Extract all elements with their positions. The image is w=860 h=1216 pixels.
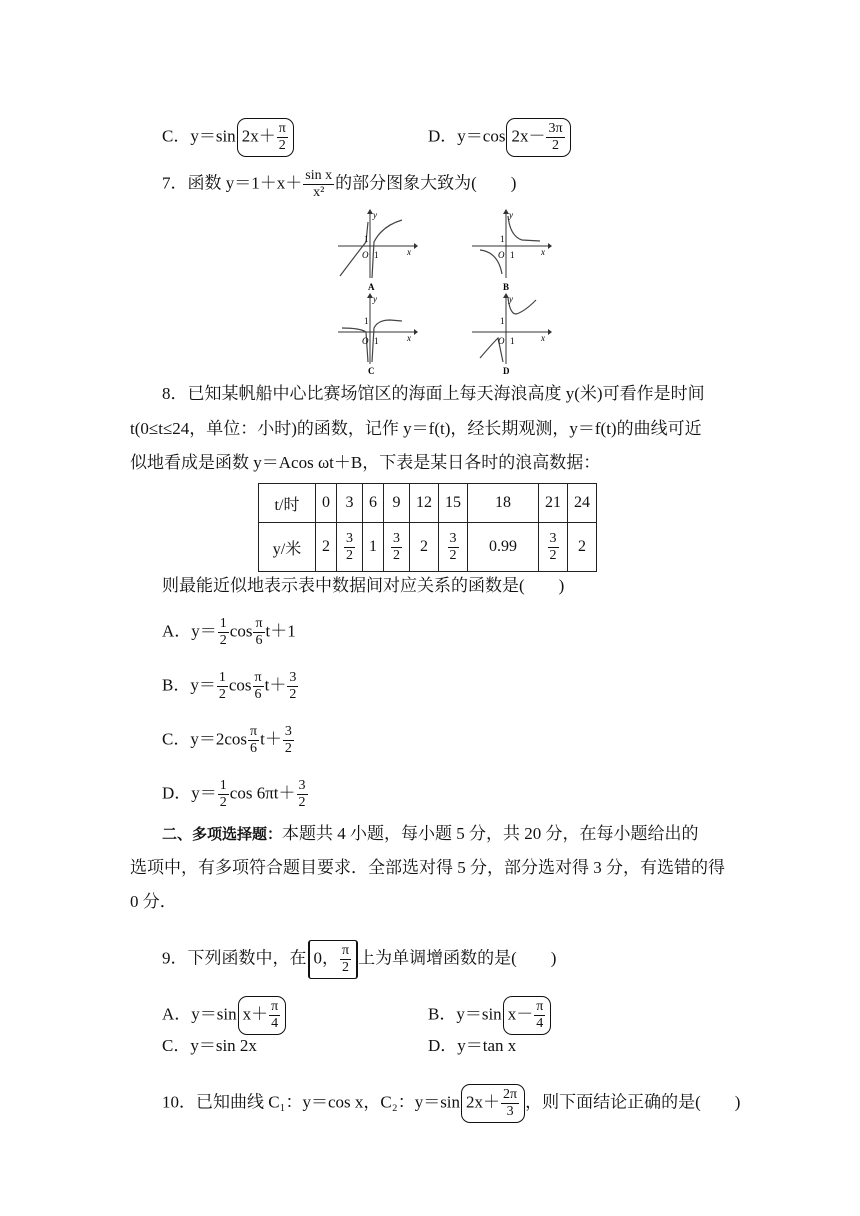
- origin-label: O: [362, 250, 369, 260]
- table-cell: 6: [363, 484, 384, 523]
- table-cell: [439, 523, 468, 572]
- arg-text: x＋: [242, 1004, 269, 1024]
- q8-option-a: [162, 616, 296, 649]
- denominator: 2: [219, 633, 227, 648]
- fraction: [548, 531, 559, 564]
- stem-expression: y＝1＋x＋: [225, 173, 303, 193]
- option-expression: y＝sin: [191, 1004, 237, 1024]
- option-label: C．: [162, 1036, 191, 1055]
- table-cell: 9: [384, 484, 410, 523]
- origin-label: O: [498, 336, 505, 346]
- fraction: [297, 778, 308, 811]
- numerator: π: [342, 943, 350, 958]
- table-cell: 24: [568, 484, 597, 523]
- q8-line-2: t(0≤t≤24，单位：小时)的函数，记作 y＝f(t)，经长期观测，y＝f(t)的曲线可近: [130, 419, 702, 438]
- graph-letter: C: [368, 366, 375, 376]
- fraction: [218, 778, 229, 811]
- q8-option-d: [162, 778, 309, 811]
- axis-y-label: y: [373, 294, 377, 304]
- option-expression: t＋: [264, 675, 287, 695]
- fraction: [287, 670, 298, 703]
- option-expression: y＝sin: [456, 1004, 502, 1024]
- wave-height-table: [258, 483, 597, 572]
- q6-option-c: [162, 118, 294, 157]
- table-cell: 2: [568, 523, 597, 572]
- denominator: 2: [342, 960, 350, 975]
- q7-stem: [162, 168, 516, 201]
- fraction: [340, 943, 351, 976]
- denominator: 2: [393, 547, 400, 563]
- option-label: B．: [162, 675, 191, 695]
- option-label: D．: [162, 783, 192, 803]
- fraction: [269, 999, 280, 1032]
- option-expression: y＝: [190, 675, 216, 695]
- table-cell: 0.99: [468, 523, 539, 572]
- table-cell: 3: [337, 484, 363, 523]
- numerator: 3: [549, 530, 557, 546]
- option-expression: t＋1: [265, 621, 296, 641]
- stem-text: 的部分图象大致为( ): [335, 173, 517, 193]
- arg-text: 2x＋: [241, 126, 276, 146]
- fraction: [217, 670, 228, 703]
- arg-text: x－: [507, 1004, 534, 1024]
- denominator: x²: [313, 185, 325, 200]
- section-2-line-3: 0 分．: [130, 892, 177, 911]
- interval-start: 0，: [313, 948, 339, 968]
- numerator: 3π: [548, 121, 563, 136]
- tick-label: 1: [374, 250, 379, 260]
- denominator: 6: [254, 687, 262, 702]
- section-title: 二、多项选择题：: [162, 825, 283, 843]
- paren-group: [237, 118, 294, 157]
- q9-stem: [162, 940, 556, 979]
- numerator: 3: [393, 530, 400, 546]
- numerator: 3: [284, 724, 292, 739]
- denominator: 2: [219, 795, 227, 810]
- table-cell: 0: [316, 484, 337, 523]
- denominator: 2: [551, 138, 559, 153]
- option-expression: y＝2cos: [190, 729, 248, 749]
- tick-label: 1: [510, 250, 515, 260]
- option-expression: y＝: [191, 621, 217, 641]
- axis-x-label: x: [541, 333, 545, 343]
- tick-label: 1: [364, 316, 369, 326]
- tick-label: 1: [364, 234, 369, 244]
- q9-option-b: [428, 996, 551, 1035]
- q8-line-1: 8．已知某帆船中心比赛场馆区的海面上每天海浪高度 y(米)可看作是时间: [162, 384, 705, 403]
- numerator: π: [278, 121, 286, 136]
- denominator: 2: [298, 795, 306, 810]
- numerator: 3: [346, 530, 353, 546]
- option-expression: y＝: [191, 783, 217, 803]
- denominator: 4: [536, 1016, 544, 1031]
- axis-x-label: x: [541, 247, 545, 257]
- denominator: 2: [549, 547, 557, 563]
- stem-text: ，则下面结论正确的是( ): [525, 1092, 741, 1112]
- paren-group: [503, 996, 552, 1035]
- numerator: π: [536, 999, 544, 1014]
- table-cell: 2: [316, 523, 337, 572]
- option-label: D．: [428, 126, 458, 146]
- q8-line-3: 似地看成是函数 y＝Acos ωt＋B，下表是某日各时的浪高数据：: [130, 453, 601, 472]
- denominator: 2: [449, 547, 457, 563]
- option-expression: t＋: [260, 729, 282, 749]
- tick-label: 1: [510, 336, 515, 346]
- numerator: π: [271, 999, 279, 1014]
- option-label: B．: [428, 1004, 457, 1024]
- q9-option-a: [162, 996, 286, 1035]
- numerator: 1: [219, 778, 227, 793]
- numerator: 3: [289, 670, 297, 685]
- option-expression: cos: [229, 621, 253, 641]
- q10-stem: [162, 1084, 740, 1123]
- tick-label: 1: [500, 316, 505, 326]
- numerator: 3: [298, 778, 306, 793]
- option-expression: y＝tan x: [457, 1036, 517, 1055]
- graph-letter: B: [503, 282, 510, 292]
- denominator: 2: [278, 138, 286, 153]
- table-cell: 18: [468, 484, 539, 523]
- numerator: 3: [449, 530, 457, 546]
- graph-a: [336, 208, 418, 294]
- table-row: [259, 484, 597, 523]
- denominator: 2: [346, 547, 353, 563]
- table-cell: [337, 523, 363, 572]
- fraction: [253, 616, 264, 649]
- stem-text: 10．已知曲线 C₁：y＝cos x，C₂：y＝sin: [162, 1092, 461, 1112]
- fraction: [303, 168, 334, 201]
- axis-y-label: y: [509, 210, 513, 220]
- denominator: 2: [289, 687, 297, 702]
- denominator: 2: [218, 687, 226, 702]
- fraction: [283, 724, 294, 757]
- option-label: D．: [428, 1036, 458, 1055]
- q8-option-c: [162, 724, 295, 757]
- table-cell: 15: [439, 484, 468, 523]
- numerator: 2π: [503, 1087, 518, 1102]
- denominator: 6: [255, 633, 263, 648]
- option-label: A．: [162, 621, 192, 641]
- option-label: C．: [162, 729, 191, 749]
- arg-text: 2x－: [511, 126, 546, 146]
- stem-text: 上为单调增函数的是( ): [358, 948, 557, 968]
- paren-group: [506, 118, 570, 157]
- option-expression: cos: [228, 675, 252, 695]
- axis-x-label: x: [407, 247, 411, 257]
- fraction: [391, 531, 402, 564]
- fraction: [534, 999, 545, 1032]
- table-row: [259, 523, 597, 572]
- table-cell: [384, 523, 410, 572]
- denominator: 6: [250, 741, 258, 756]
- section-text: 本题共 4 小题，每小题 5 分，共 20 分，在每小题给出的: [282, 824, 699, 843]
- fraction: [248, 724, 259, 757]
- graph-d: [470, 292, 552, 378]
- option-expression: y＝sin 2x: [190, 1036, 257, 1055]
- fraction: [344, 531, 355, 564]
- axis-y-label: y: [509, 294, 513, 304]
- origin-label: O: [498, 250, 505, 260]
- axis-x-label: x: [407, 333, 411, 343]
- option-label: C．: [162, 126, 191, 146]
- q9-option-d: [428, 1036, 516, 1056]
- graph-letter: A: [368, 282, 375, 292]
- section-2-line-2: 选项中，有多项符合题目要求．全部选对得 5 分，部分选对得 3 分，有选错的得: [130, 858, 725, 877]
- fraction: [277, 121, 288, 154]
- table-cell: 12: [410, 484, 439, 523]
- graph-letter: D: [503, 366, 510, 376]
- graph-b: [470, 208, 552, 294]
- numerator: sin x: [305, 168, 333, 183]
- option-expression: y＝cos: [457, 126, 506, 146]
- numerator: 1: [219, 616, 227, 631]
- table-cell: [539, 523, 568, 572]
- table-header-cell: y/米: [259, 523, 316, 572]
- option-expression: cos 6πt＋: [229, 783, 296, 803]
- numerator: π: [250, 724, 258, 739]
- interval-bracket: [308, 940, 359, 979]
- option-expression: y＝sin: [190, 126, 236, 146]
- graph-c: [336, 292, 418, 378]
- tick-label: 1: [500, 234, 505, 244]
- fraction: [546, 121, 564, 154]
- q9-option-c: [162, 1036, 257, 1056]
- table-cell: 1: [363, 523, 384, 572]
- origin-label: O: [362, 336, 369, 346]
- numerator: π: [254, 670, 262, 685]
- fraction: [218, 616, 229, 649]
- q8-ask: 则最能近似地表示表中数据间对应关系的函数是( ): [162, 576, 565, 595]
- tick-label: 1: [374, 336, 379, 346]
- axis-y-label: y: [373, 210, 377, 220]
- arg-text: 2x＋: [466, 1092, 501, 1112]
- denominator: 3: [506, 1104, 514, 1119]
- option-label: A．: [162, 1004, 192, 1024]
- section-2-line-1: [162, 824, 699, 844]
- table-cell: 2: [410, 523, 439, 572]
- fraction: [448, 531, 459, 564]
- fraction: [253, 670, 264, 703]
- denominator: 4: [271, 1016, 279, 1031]
- paren-group: [461, 1084, 525, 1123]
- table-cell: 21: [539, 484, 568, 523]
- denominator: 2: [284, 741, 292, 756]
- fraction: [501, 1087, 519, 1120]
- stem-text: 9．下列函数中，在: [162, 948, 307, 968]
- q8-option-b: [162, 670, 299, 703]
- table-header-cell: t/时: [259, 484, 316, 523]
- numerator: 1: [218, 670, 226, 685]
- stem-text: 7．函数: [162, 173, 222, 193]
- numerator: π: [255, 616, 263, 631]
- q6-option-d: [428, 118, 571, 157]
- paren-group: [238, 996, 287, 1035]
